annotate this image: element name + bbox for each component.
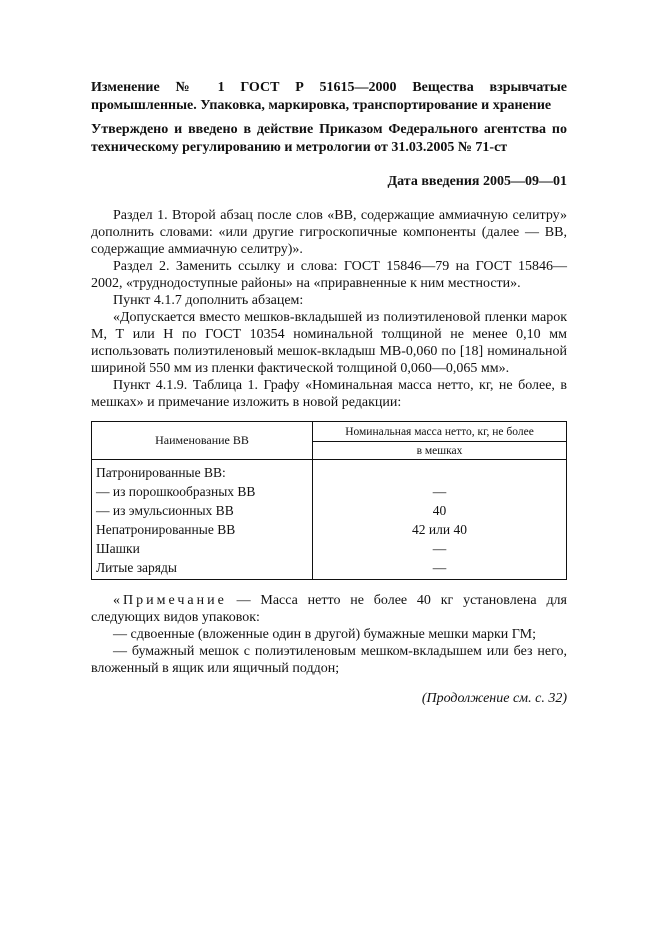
table-row-value: 42 или 40 [412, 522, 467, 537]
table-header-bags: в мешках [313, 442, 567, 460]
note-paragraph [91, 592, 567, 626]
note-label: «Примечание [113, 593, 227, 608]
table-row-value: — [432, 560, 447, 575]
continuation-note: (Продолжение см. с. 32) [421, 691, 567, 706]
table-row-name: Непатронированные ВВ [96, 522, 236, 537]
table-row-name: Патронированные ВВ: [96, 465, 226, 480]
table-values-cell [313, 460, 567, 580]
table-row-value [313, 463, 566, 482]
paragraph-item-4-1-9: Пункт 4.1.9. Таблица 1. Графу «Номинальная масса нетто, кг, не более, в мешках» и примечание изложить в новой редакции: [91, 378, 567, 410]
table-row-value: — [432, 484, 447, 499]
document-title: Изменение № 1 ГОСТ Р 51615—2000 Вещества взрывчатые промышленные. Упаковка, маркировка, транспортирование и хранение [91, 80, 567, 113]
paragraph-section-2: Раздел 2. Заменить ссылку и слова: ГОСТ 15846—79 на ГОСТ 15846—2002, «труднодоступные районы» на «приравненные к ним местности». [91, 259, 567, 291]
note-text: — Масса нетто не более 40 кг установлена для следующих видов упаковок: [91, 593, 567, 625]
table-row-name: Шашки [96, 541, 140, 556]
table-row-name: — из эмульсионных ВВ [96, 503, 234, 518]
table-names-cell [92, 460, 313, 580]
note-item-1: — сдвоенные (вложенные один в другой) бумажные мешки марки ГМ; [113, 627, 537, 642]
paragraph-section-1: Раздел 1. Второй абзац после слов «ВВ, содержащие аммиачную селитру» дополнить словами: «или другие гигроскопичные компоненты (далее — ВВ, содержащие аммиачную селитру)». [91, 208, 567, 257]
table-row-name: — из порошкообразных ВВ [96, 484, 256, 499]
table-body-row [92, 460, 567, 580]
table-header-name: Наименование ВВ [92, 422, 313, 460]
mass-table [91, 421, 567, 580]
paragraph-item-4-1-7: Пункт 4.1.7 дополнить абзацем: [113, 293, 304, 308]
note-item-2: — бумажный мешок с полиэтиленовым мешком-вкладышем или без него, вложенный в ящик или ящичный поддон; [91, 644, 567, 676]
table-header-mass: Номинальная масса нетто, кг, не более [313, 422, 567, 442]
approval-statement: Утверждено и введено в действие Приказом Федерального агентства по техническому регулированию и метрологии от 31.03.2005 № 71-ст [91, 122, 567, 155]
table-row-name: Литые заряды [96, 560, 177, 575]
document-page [91, 79, 567, 721]
paragraph-quote: «Допускается вместо мешков-вкладышей из полиэтиленовой пленки марок М, Т или Н по ГОСТ 10354 номинальной толщиной не менее 0,10 мм использовать полиэтиленовый мешок-вкладыш МВ-0,060 по [18] номинальной шириной 550 мм из пленки фактической толщиной 0,060—0,065 мм». [91, 310, 567, 376]
effective-date: Дата введения 2005—09—01 [387, 174, 567, 189]
table-row-value: — [432, 541, 447, 556]
table-row-value: 40 [432, 503, 447, 518]
